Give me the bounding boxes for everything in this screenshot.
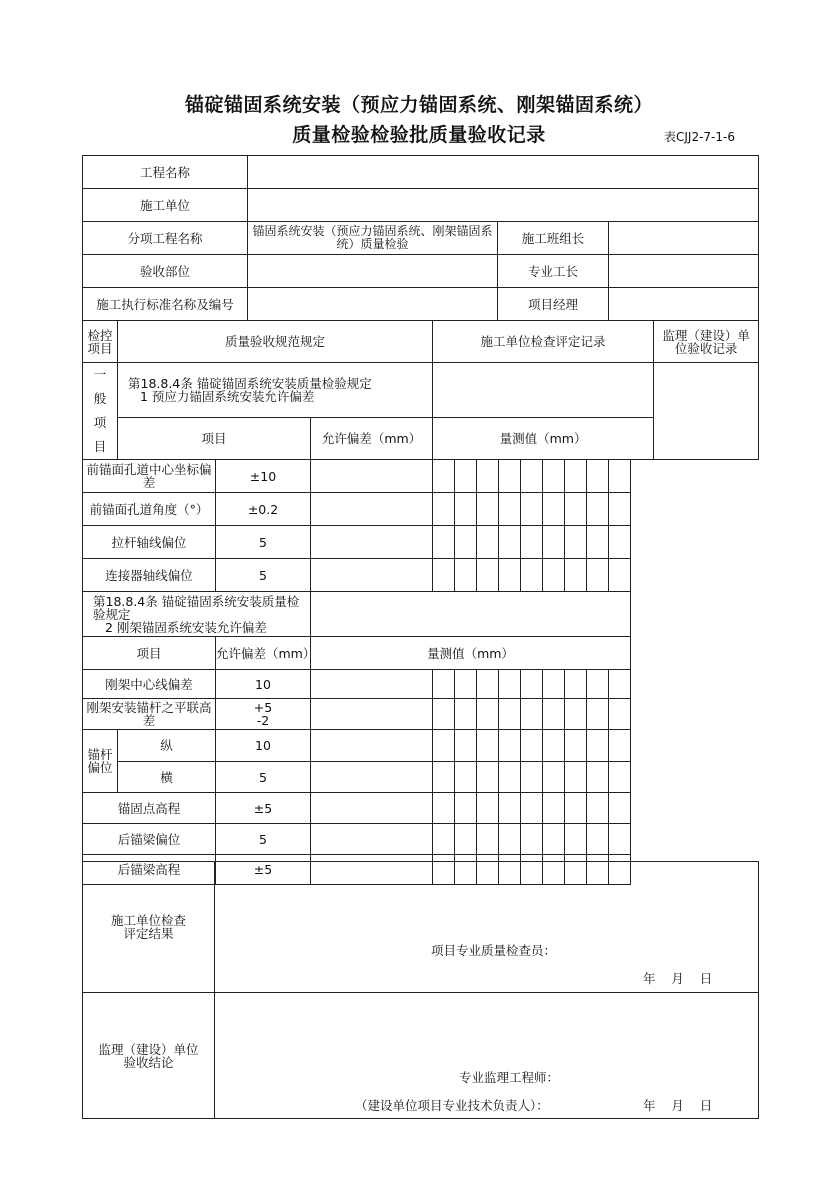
- measured-value-cell[interactable]: [609, 793, 631, 824]
- measured-value-cell[interactable]: [311, 559, 433, 592]
- table-row: [83, 460, 759, 493]
- standard-label: 施工执行标准名称及编号: [83, 288, 248, 321]
- measured-value-cell[interactable]: [477, 824, 499, 855]
- section2-subtitle: 2 刚架锚固系统安装允许偏差: [105, 619, 267, 635]
- measured-value-cell[interactable]: [311, 670, 433, 699]
- section1-clause: [118, 363, 433, 418]
- contractor-result-label: 施工单位检查评定结果: [83, 862, 215, 993]
- table-row: [83, 699, 759, 730]
- item-name: 锚固点高程: [83, 793, 216, 824]
- measured-value-cell[interactable]: [455, 699, 477, 730]
- foreman-label: 专业工长: [498, 255, 609, 288]
- measured-value-cell[interactable]: [311, 793, 433, 824]
- tolerance-plus: +5: [253, 700, 273, 715]
- date-field[interactable]: 年 月 日: [643, 971, 713, 986]
- measured-value-cell[interactable]: [587, 793, 609, 824]
- measured-value-cell[interactable]: [499, 730, 521, 762]
- measured-value-cell[interactable]: [587, 559, 609, 592]
- measured-value-cell[interactable]: [455, 526, 477, 559]
- section1-record-cell[interactable]: [433, 363, 654, 418]
- measured-value-cell[interactable]: [311, 730, 433, 762]
- measured-value-cell[interactable]: [455, 493, 477, 526]
- supervisor-conclusion-label: 监理（建设）单位验收结论: [83, 993, 215, 1119]
- inspection-table: [82, 320, 759, 885]
- measured-value-cell[interactable]: [477, 493, 499, 526]
- info-table: [82, 155, 759, 321]
- sub-item-name: 纵: [118, 730, 216, 762]
- measured-value-cell[interactable]: [477, 559, 499, 592]
- tolerance-header: 允许偏差（mm）: [216, 637, 311, 670]
- measured-value-cell[interactable]: [455, 762, 477, 793]
- tolerance-value: [216, 699, 311, 730]
- pm-field[interactable]: [609, 288, 759, 321]
- tolerance-value: ±0.2: [216, 493, 311, 526]
- measured-value-cell[interactable]: [521, 793, 543, 824]
- contractor-label: 施工单位: [83, 189, 248, 222]
- contractor-result-cell[interactable]: [215, 862, 759, 993]
- team-leader-label: 施工班组长: [498, 222, 609, 255]
- section2-record-cell[interactable]: [311, 592, 631, 637]
- measured-value-cell[interactable]: [455, 793, 477, 824]
- measured-value-cell[interactable]: [499, 460, 521, 493]
- supervisor-record-header: 监理（建设）单位验收记录: [654, 321, 759, 363]
- measured-value-cell[interactable]: [609, 670, 631, 699]
- measured-value-cell[interactable]: [543, 460, 565, 493]
- measured-value-cell[interactable]: [565, 559, 587, 592]
- measured-value-cell[interactable]: [433, 762, 455, 793]
- section2-clause-text: 第18.8.4条 锚碇锚固系统安装质量检验规定: [93, 593, 300, 622]
- tolerance-value: ±5: [216, 855, 311, 885]
- measured-value-cell[interactable]: [455, 559, 477, 592]
- measured-value-cell[interactable]: [543, 824, 565, 855]
- measured-value-cell[interactable]: [565, 670, 587, 699]
- measured-value-cell[interactable]: [587, 460, 609, 493]
- measured-value-cell[interactable]: [543, 793, 565, 824]
- measured-value-cell[interactable]: [311, 762, 433, 793]
- measured-value-cell[interactable]: [587, 730, 609, 762]
- measured-value-cell[interactable]: [565, 526, 587, 559]
- subitem-field[interactable]: 锚固系统安装（预应力锚固系统、刚架锚固系统）质量检验: [248, 222, 498, 255]
- measured-header: 量测值（mm）: [311, 637, 631, 670]
- project-name-label: 工程名称: [83, 156, 248, 189]
- tolerance-value: 5: [216, 526, 311, 559]
- tolerance-header: 允许偏差（mm）: [311, 418, 433, 460]
- supervisor-record-cell[interactable]: [654, 363, 759, 460]
- measured-value-cell[interactable]: [543, 493, 565, 526]
- measured-value-cell[interactable]: [433, 699, 455, 730]
- tolerance-minus: -2: [256, 713, 270, 728]
- measured-value-cell[interactable]: [499, 699, 521, 730]
- acceptance-part-field[interactable]: [248, 255, 498, 288]
- spec-header: 质量验收规范规定: [118, 321, 433, 363]
- measured-value-cell[interactable]: [521, 670, 543, 699]
- item-name: 刚架安装锚杆之平联高差: [83, 699, 216, 730]
- date-field[interactable]: 年 月 日: [643, 1098, 713, 1113]
- subitem-label: 分项工程名称: [83, 222, 248, 255]
- measured-value-cell[interactable]: [499, 493, 521, 526]
- measured-value-cell[interactable]: [521, 526, 543, 559]
- form-title-line1: 锚碇锚固系统安装（预应力锚固系统、刚架锚固系统）: [184, 94, 653, 116]
- item-name: 锚杆偏位: [83, 730, 118, 793]
- section1-clause-text: 第18.8.4条 锚碇锚固系统安装质量检验规定: [128, 376, 372, 392]
- measured-value-cell[interactable]: [311, 460, 433, 493]
- measured-value-cell[interactable]: [433, 493, 455, 526]
- table-row: [83, 824, 759, 855]
- measured-value-cell[interactable]: [543, 699, 565, 730]
- measured-value-cell[interactable]: [609, 460, 631, 493]
- measured-value-cell[interactable]: [311, 824, 433, 855]
- measured-value-cell[interactable]: [587, 493, 609, 526]
- measured-value-cell[interactable]: [477, 526, 499, 559]
- item-name: 后锚梁高程: [83, 855, 216, 885]
- measured-value-cell[interactable]: [477, 730, 499, 762]
- measured-value-cell[interactable]: [477, 762, 499, 793]
- measured-value-cell[interactable]: [521, 493, 543, 526]
- sub-item-name: 横: [118, 762, 216, 793]
- acceptance-part-label: 验收部位: [83, 255, 248, 288]
- project-name-field[interactable]: [248, 156, 759, 189]
- measured-value-cell[interactable]: [543, 526, 565, 559]
- measured-value-cell[interactable]: [433, 460, 455, 493]
- tolerance-value: 5: [216, 824, 311, 855]
- section2-clause: [83, 592, 311, 637]
- measured-value-cell[interactable]: [587, 699, 609, 730]
- measured-value-cell[interactable]: [565, 730, 587, 762]
- tolerance-value: 5: [216, 762, 311, 793]
- measured-value-cell[interactable]: [609, 730, 631, 762]
- item-name: 后锚梁偏位: [83, 824, 216, 855]
- measured-value-cell[interactable]: [609, 526, 631, 559]
- measured-value-cell[interactable]: [311, 699, 433, 730]
- measured-value-cell[interactable]: [565, 699, 587, 730]
- form-title-line2: 质量检验检验批质量验收记录: [292, 124, 546, 146]
- measured-value-cell[interactable]: [499, 793, 521, 824]
- table-row: [83, 762, 759, 793]
- form-number: 表CJJ2-7-1-6: [664, 130, 735, 144]
- measured-value-cell[interactable]: [433, 824, 455, 855]
- measured-value-cell[interactable]: [609, 559, 631, 592]
- measured-value-cell[interactable]: [455, 670, 477, 699]
- measured-value-cell[interactable]: [543, 730, 565, 762]
- table-row: [83, 559, 759, 592]
- measured-value-cell[interactable]: [521, 699, 543, 730]
- item-name: 连接器轴线偏位: [83, 559, 216, 592]
- measured-value-cell[interactable]: [477, 460, 499, 493]
- measured-value-cell[interactable]: [477, 699, 499, 730]
- measured-value-cell[interactable]: [565, 824, 587, 855]
- item-name: 拉杆轴线偏位: [83, 526, 216, 559]
- measured-value-cell[interactable]: [477, 793, 499, 824]
- table-row: [83, 493, 759, 526]
- measured-value-cell[interactable]: [499, 670, 521, 699]
- measured-value-cell[interactable]: [521, 730, 543, 762]
- measured-value-cell[interactable]: [609, 824, 631, 855]
- item-header: 项目: [83, 637, 216, 670]
- measured-value-cell[interactable]: [433, 526, 455, 559]
- measured-value-cell[interactable]: [565, 460, 587, 493]
- measured-value-cell[interactable]: [565, 493, 587, 526]
- item-name: 刚架中心线偏差: [83, 670, 216, 699]
- measured-value-cell[interactable]: [609, 699, 631, 730]
- standard-field[interactable]: [248, 288, 498, 321]
- measured-value-cell[interactable]: [543, 559, 565, 592]
- measured-value-cell[interactable]: [609, 762, 631, 793]
- table-row: [83, 730, 759, 762]
- measured-value-cell[interactable]: [433, 730, 455, 762]
- measured-value-cell[interactable]: [499, 824, 521, 855]
- conclusion-table: [82, 861, 759, 1119]
- pm-label: 项目经理: [498, 288, 609, 321]
- contractor-record-header: 施工单位检查评定记录: [433, 321, 654, 363]
- measured-header: 量测值（mm）: [433, 418, 654, 460]
- table-row: [83, 526, 759, 559]
- foreman-field[interactable]: [609, 255, 759, 288]
- tolerance-value: 5: [216, 559, 311, 592]
- measured-value-cell[interactable]: [477, 670, 499, 699]
- measured-value-cell[interactable]: [543, 762, 565, 793]
- measured-value-cell[interactable]: [587, 824, 609, 855]
- tolerance-value: 10: [216, 730, 311, 762]
- measured-value-cell[interactable]: [455, 824, 477, 855]
- measured-value-cell[interactable]: [565, 793, 587, 824]
- table-row: [83, 670, 759, 699]
- measured-value-cell[interactable]: [543, 670, 565, 699]
- contractor-field[interactable]: [248, 189, 759, 222]
- item-name: 前锚面孔道中心坐标偏差: [83, 460, 216, 493]
- measured-value-cell[interactable]: [499, 762, 521, 793]
- category-general-items: 一般项目: [83, 363, 118, 460]
- measured-value-cell[interactable]: [521, 824, 543, 855]
- measured-value-cell[interactable]: [455, 730, 477, 762]
- measured-value-cell[interactable]: [609, 493, 631, 526]
- measured-value-cell[interactable]: [587, 526, 609, 559]
- measured-value-cell[interactable]: [433, 670, 455, 699]
- tolerance-value: 10: [216, 670, 311, 699]
- check-item-header: 检控项目: [83, 321, 118, 363]
- measured-value-cell[interactable]: [565, 762, 587, 793]
- measured-value-cell[interactable]: [587, 670, 609, 699]
- measured-value-cell[interactable]: [499, 526, 521, 559]
- measured-value-cell[interactable]: [521, 762, 543, 793]
- measured-value-cell[interactable]: [433, 793, 455, 824]
- inspector-label: 项目专业质量检查员：: [431, 943, 557, 958]
- item-header: 项目: [118, 418, 311, 460]
- engineer-label: 专业监理工程师：: [459, 1070, 560, 1085]
- measured-value-cell[interactable]: [587, 762, 609, 793]
- measured-value-cell[interactable]: [311, 493, 433, 526]
- section1-subtitle: 1 预应力锚固系统安装允许偏差: [140, 389, 315, 405]
- measured-value-cell[interactable]: [521, 460, 543, 493]
- owner-rep-label: （建设单位项目专业技术负责人）：: [355, 1098, 549, 1113]
- measured-value-cell[interactable]: [311, 526, 433, 559]
- measured-value-cell[interactable]: [499, 559, 521, 592]
- supervisor-conclusion-cell[interactable]: [215, 993, 759, 1119]
- team-leader-field[interactable]: [609, 222, 759, 255]
- measured-value-cell[interactable]: [521, 559, 543, 592]
- measured-value-cell[interactable]: [455, 460, 477, 493]
- tolerance-value: ±5: [216, 793, 311, 824]
- measured-value-cell[interactable]: [433, 559, 455, 592]
- table-row: [83, 793, 759, 824]
- item-name: 前锚面孔道角度（°）: [83, 493, 216, 526]
- tolerance-value: ±10: [216, 460, 311, 493]
